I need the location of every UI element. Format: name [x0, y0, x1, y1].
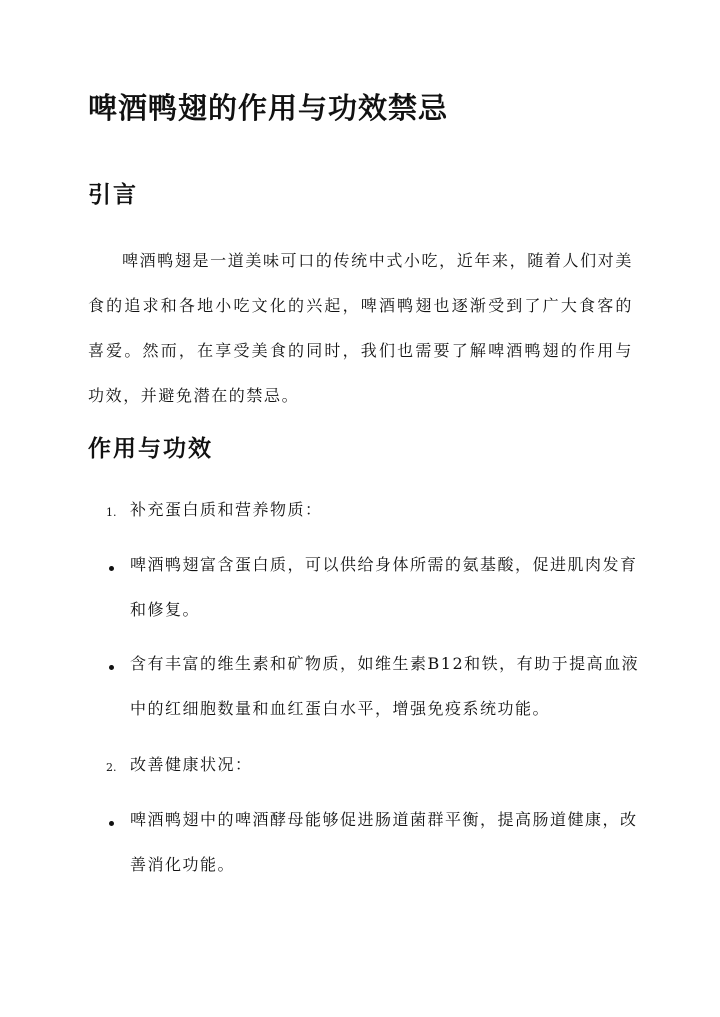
document-title: 啤酒鸭翅的作用与功效禁忌 [88, 91, 449, 125]
bullet-icon [109, 821, 114, 826]
list-item: 含有丰富的维生素和矿物质，如维生素B12和铁，有助于提高血液中的红细胞数量和血红蛋白水平，增强免疫系统功能。 [130, 654, 640, 718]
list-item: 啤酒鸭翅富含蛋白质，可以供给身体所需的氨基酸，促进肌肉发育和修复。 [130, 555, 638, 619]
effects-heading: 作用与功效 [88, 435, 213, 462]
list-item: 改善健康状况： [130, 755, 253, 774]
bullet-icon [109, 566, 114, 571]
list-item: 啤酒鸭翅中的啤酒酵母能够促进肠道菌群平衡，提高肠道健康，改善消化功能。 [130, 810, 638, 874]
list-item: 补充蛋白质和营养物质： [130, 500, 323, 519]
bullet-icon [109, 665, 114, 670]
list-number: 1. [106, 506, 117, 519]
list-number: 2. [106, 761, 117, 774]
intro-paragraph: 啤酒鸭翅是一道美味可口的传统中式小吃，近年来，随着人们对美食的追求和各地小吃文化的兴起，啤酒鸭翅也逐渐受到了广大食客的喜爱。然而，在享受美食的同时，我们也需要了解啤酒鸭翅的作用与功效，并避免潜在的禁忌。 [88, 251, 633, 405]
intro-heading: 引言 [88, 181, 138, 208]
